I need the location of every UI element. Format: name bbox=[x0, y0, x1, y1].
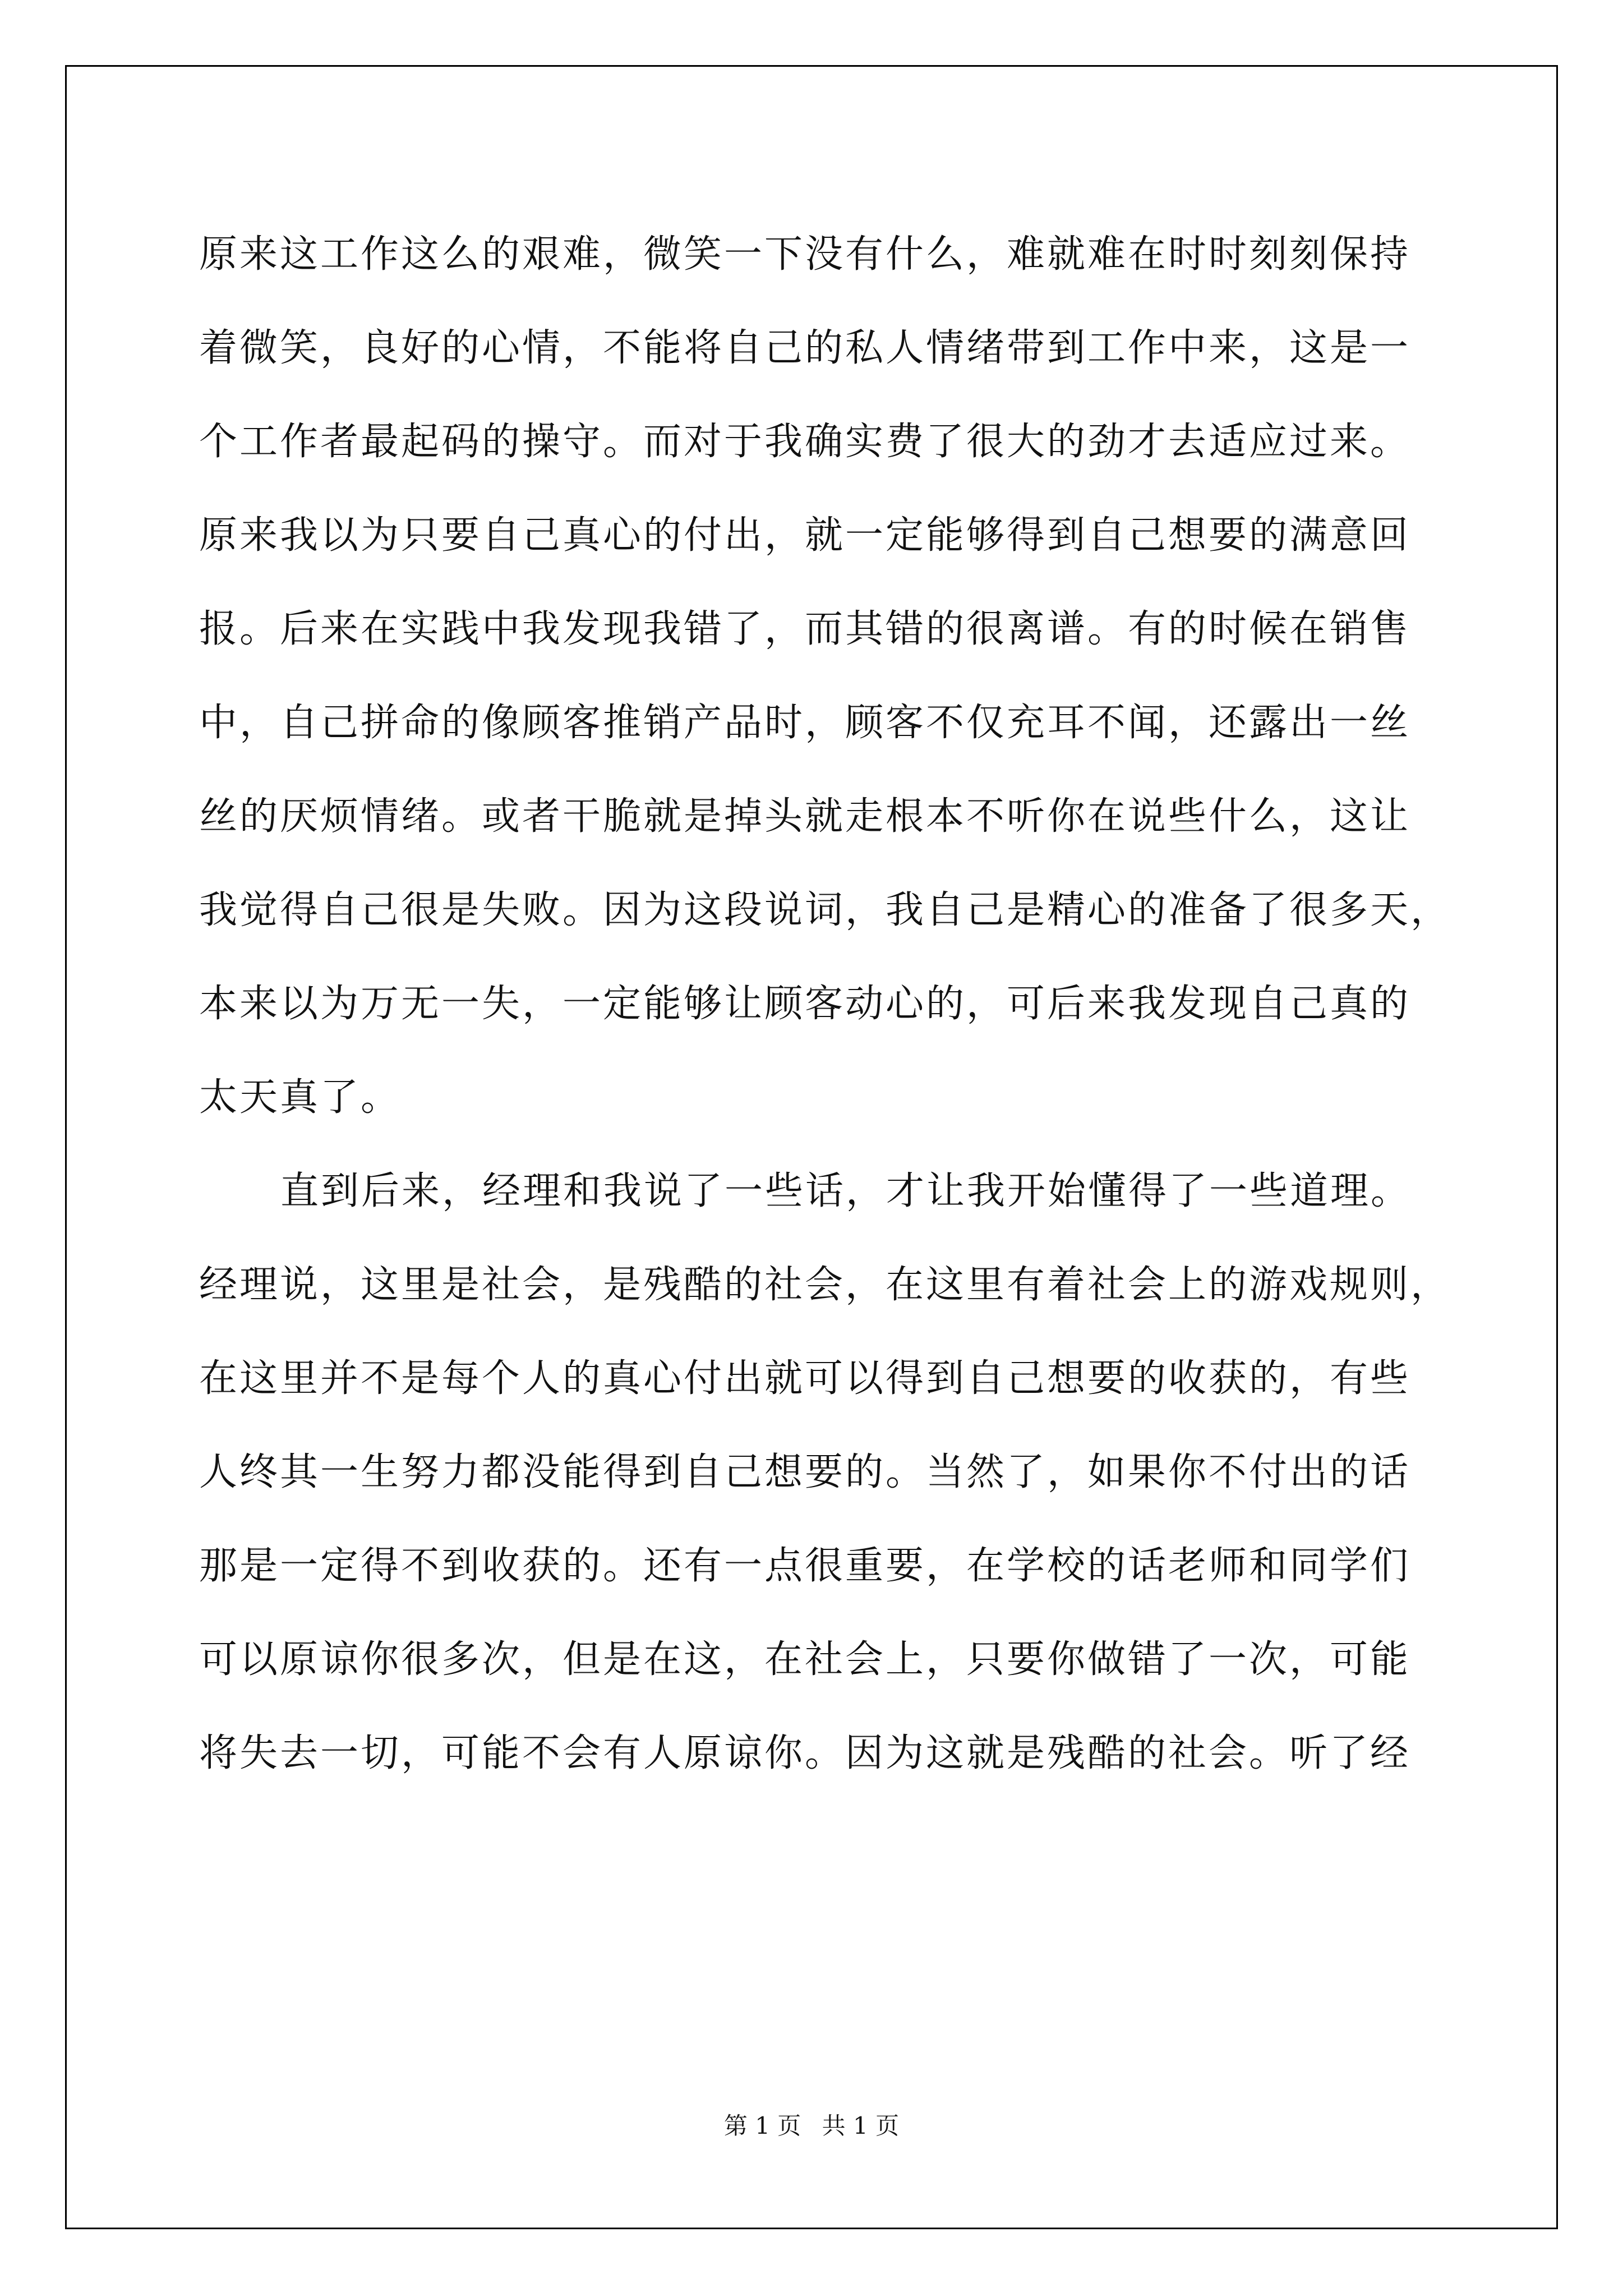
text-line: 将失去一切，可能不会有人原谅你。因为这就是残酷的社会。听了经 bbox=[199, 1731, 1411, 1775]
paragraph-first-line: 直到后来，经理和我说了一些话，才让我开始懂得了一些道理。 bbox=[280, 1169, 1412, 1213]
text-line: 丝的厌烦情绪。或者干脆就是掉头就走根本不听你在说些什么，这让 bbox=[199, 794, 1411, 839]
text-line: 着微笑，良好的心情，不能将自己的私人情绪带到工作中来，这是一 bbox=[199, 326, 1411, 370]
text-line: 原来这工作这么的艰难，微笑一下没有什么，难就难在时时刻刻保持 bbox=[199, 232, 1411, 277]
page-total: 共 1 页 bbox=[822, 2112, 900, 2139]
text-line: 可以原谅你很多次，但是在这，在社会上，只要你做错了一次，可能 bbox=[199, 1637, 1411, 1682]
page-number: 第 1 页 bbox=[723, 2112, 801, 2139]
document-body bbox=[199, 208, 1451, 1800]
text-line: 在这里并不是每个人的真心付出就可以得到自己想要的收获的，有些 bbox=[199, 1356, 1411, 1401]
text-line: 经理说，这里是社会，是残酷的社会，在这里有着社会上的游戏规则， bbox=[199, 1263, 1451, 1307]
text-line: 那是一定得不到收获的。还有一点很重要，在学校的话老师和同学们 bbox=[199, 1544, 1411, 1588]
text-line: 我觉得自己很是失败。因为这段说词，我自己是精心的准备了很多天， bbox=[199, 888, 1451, 932]
page-footer bbox=[0, 2109, 1623, 2143]
text-line: 太天真了。 bbox=[199, 1075, 402, 1120]
text-line: 本来以为万无一失，一定能够让顾客动心的，可后来我发现自己真的 bbox=[199, 982, 1411, 1026]
text-line: 个工作者最起码的操守。而对于我确实费了很大的劲才去适应过来。 bbox=[199, 420, 1411, 464]
text-line: 人终其一生努力都没能得到自己想要的。当然了，如果你不付出的话 bbox=[199, 1450, 1411, 1494]
text-line: 报。后来在实践中我发现我错了，而其错的很离谱。有的时候在销售 bbox=[199, 607, 1411, 651]
text-line: 中，自己拼命的像顾客推销产品时，顾客不仅充耳不闻，还露出一丝 bbox=[199, 701, 1411, 745]
text-line: 原来我以为只要自己真心的付出，就一定能够得到自己想要的满意回 bbox=[199, 513, 1411, 558]
